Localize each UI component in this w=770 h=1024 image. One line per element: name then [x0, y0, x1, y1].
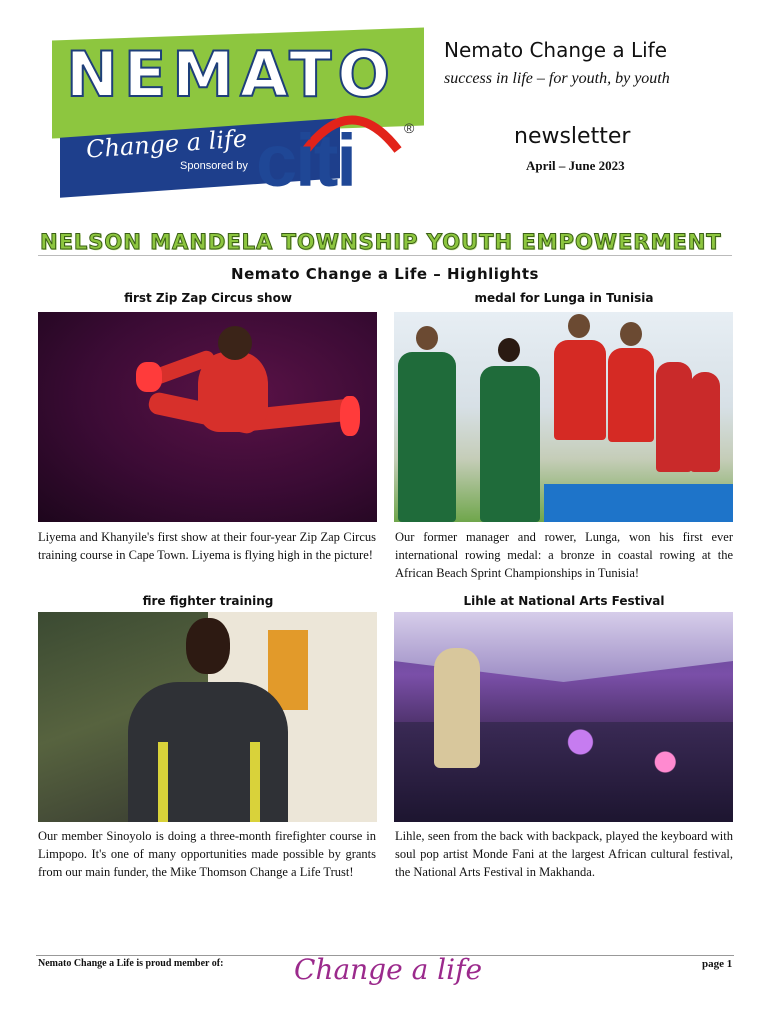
banner-heading: NELSON MANDELA TOWNSHIP YOUTH EMPOWERMENT [40, 230, 722, 254]
athlete-3 [554, 340, 606, 440]
newsletter-title: newsletter [514, 124, 631, 149]
logo-wordmark: NEMATO [66, 38, 397, 111]
story-text-medal: Our former manager and rower, Lunga, won his first ever international rowing medal: a bronze in coastal rowing at the African Beach Sprint Championships in Tunisia! [395, 530, 733, 580]
athlete-6 [690, 372, 720, 472]
story-title-arts-festival: Lihle at National Arts Festival [463, 594, 665, 608]
performer-singer [434, 648, 480, 768]
registered-mark: ® [404, 120, 415, 136]
story-text-arts-festival: Lihle, seen from the back with backpack, played the keyboard with soul pop artist Monde Fani at the largest African cultural festival, the National Arts Festival in Makhanda. [395, 829, 733, 879]
athlete-2 [480, 366, 540, 522]
athlete-5 [656, 362, 692, 472]
performer-head [218, 326, 252, 360]
story-title-firefighter: fire fighter training [142, 594, 274, 608]
photo-firefighter [38, 612, 377, 822]
nemato-logo [52, 30, 432, 200]
logo-sponsored-by: Sponsored by [180, 160, 248, 172]
athlete-3-head [568, 314, 590, 338]
logo-tagline: Change a life [85, 124, 248, 164]
tagline: success in life – for youth, by youth [444, 70, 670, 87]
story-title-medal: medal for Lunga in Tunisia [474, 291, 654, 305]
athlete-2-head [498, 338, 520, 362]
coat-stripe-left [158, 742, 168, 822]
coat-stripe-right [250, 742, 260, 822]
section-title: Nemato Change a Life – Highlights [231, 265, 539, 283]
story-title-circus: first Zip Zap Circus show [124, 291, 292, 305]
athlete-1 [398, 352, 456, 522]
story-text-circus: Liyema and Khanyile's first show at their four-year Zip Zap Circus training course in Cape Town. Liyema is flying high in the picture! [38, 530, 376, 562]
banner-divider [38, 255, 732, 256]
photo-circus [38, 312, 377, 522]
performer-shoe-right [340, 396, 360, 436]
change-a-life-logo: Change a life [294, 953, 483, 986]
page-number: page 1 [702, 958, 733, 970]
podium [544, 484, 733, 522]
issue-date: April – June 2023 [526, 158, 625, 173]
photo-medal-ceremony [394, 312, 733, 522]
footer-member-text: Nemato Change a Life is proud member of: [38, 958, 224, 969]
story-text-firefighter: Our member Sinoyolo is doing a three-month firefighter course in Limpopo. It's one of many opportunities made possible by grants from our main funder, the Mike Thomson Change a Life Trust! [38, 829, 376, 879]
performer-shoe-left [136, 362, 162, 392]
photo-arts-festival [394, 612, 733, 822]
athlete-1-head [416, 326, 438, 350]
performer-body [198, 352, 268, 432]
firefighter-head [186, 618, 230, 674]
firefighter-coat [128, 682, 288, 822]
citi-logo: citi [256, 119, 355, 202]
athlete-4 [608, 348, 654, 442]
org-name: Nemato Change a Life [444, 38, 668, 62]
athlete-4-head [620, 322, 642, 346]
